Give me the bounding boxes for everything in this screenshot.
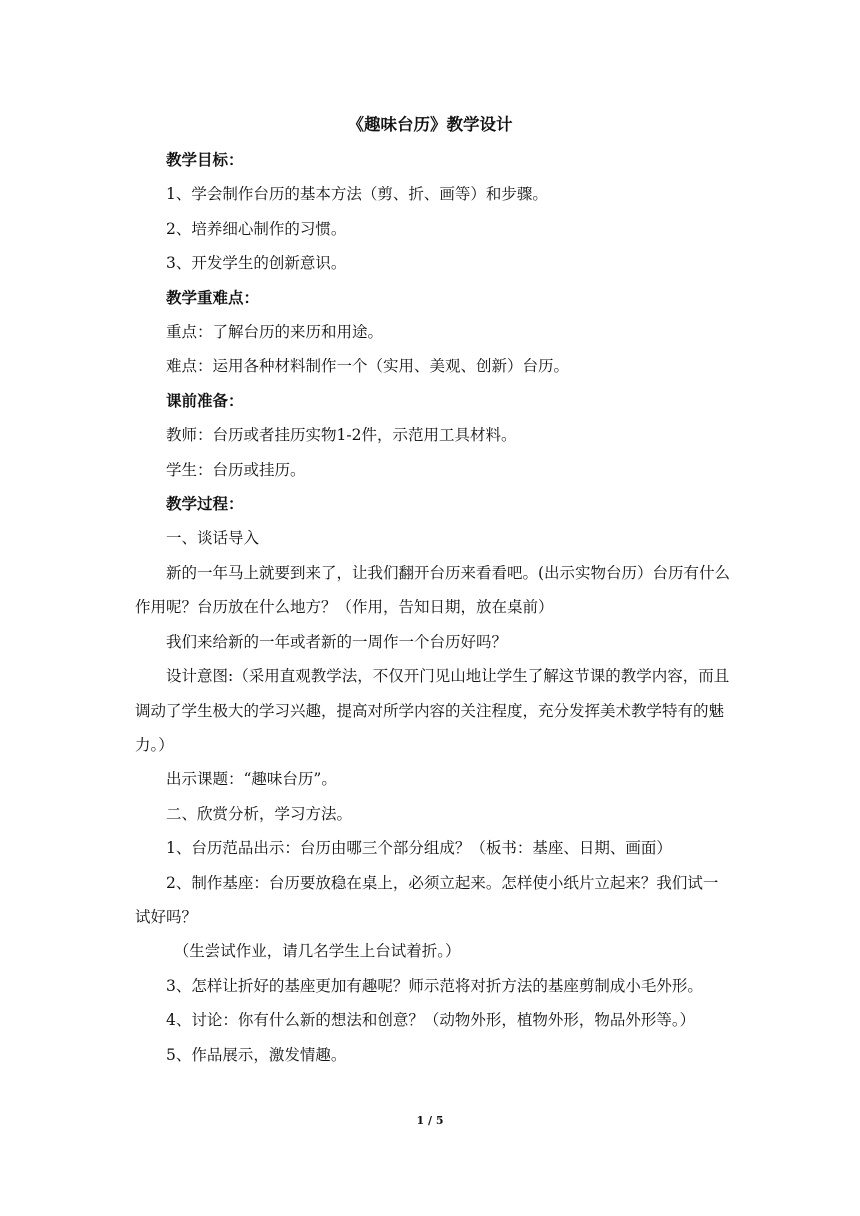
- paragraph: 一、谈话导入: [166, 529, 260, 548]
- document-title: 《趣味台历》教学设计: [347, 115, 513, 134]
- heading-teaching-goals: 教学目标：: [166, 151, 244, 169]
- paragraph: 2、制作基座：台历要放稳在桌上，必须立起来。怎样使小纸片立起来？我们试一试好吗？: [135, 873, 719, 926]
- paragraph: 出示课题：“趣味台历”。: [166, 770, 337, 789]
- paragraph: 1、学会制作台历的基本方法（剪、折、画等）和步骤。: [166, 185, 548, 204]
- paragraph: 二、欣赏分析，学习方法。: [166, 804, 353, 823]
- page-number: 1 / 5: [416, 1114, 444, 1127]
- paragraph: 难点：运用各种材料制作一个（实用、美观、创新）台历。: [166, 357, 570, 376]
- paragraph: 新的一年马上就要到来了，让我们翻开台历来看看吧。(出示实物台历）台历有什么作用呢？台历放在什么地方？（作用，告知日期，放在桌前）: [135, 563, 731, 617]
- paragraph: 3、怎样让折好的基座更加有趣呢？师示范将对折方法的基座剪制成小毛外形。: [166, 976, 703, 995]
- document-body: [135, 143, 731, 1072]
- heading-teaching-process: 教学过程：: [166, 495, 244, 514]
- heading-preparation: 课前准备：: [166, 391, 244, 410]
- paragraph: 2、培养细心制作的习惯。: [166, 219, 347, 238]
- paragraph: 我们来给新的一年或者新的一周作一个台历好吗？: [166, 632, 508, 651]
- paragraph: 教师：台历或者挂历实物1-2件，示范用工具材料。: [166, 426, 517, 445]
- paragraph: 1、台历范品出示：台历由哪三个部分组成？（板书：基座、日期、画面）: [166, 839, 672, 858]
- paragraph: 4、讨论：你有什么新的想法和创意？（动物外形，植物外形，物品外形等。）: [166, 1011, 696, 1030]
- paragraph: 设计意图:（采用直观教学法，不仅开门见山地让学生了解这节课的教学内容，而且调动了学生极大的学习兴趣，提高对所学内容的关注程度，充分发挥美术教学特有的魅力。）: [135, 667, 730, 754]
- paragraph: 学生：台历或挂历。: [166, 460, 306, 479]
- paragraph: （生尝试作业，请几名学生上台试着折。）: [173, 942, 461, 961]
- heading-key-points: 教学重难点：: [166, 288, 260, 307]
- paragraph: 5、作品展示，激发情趣。: [166, 1045, 347, 1064]
- paragraph: 重点：了解台历的来历和用途。: [166, 323, 384, 342]
- paragraph: 3、开发学生的创新意识。: [166, 254, 347, 273]
